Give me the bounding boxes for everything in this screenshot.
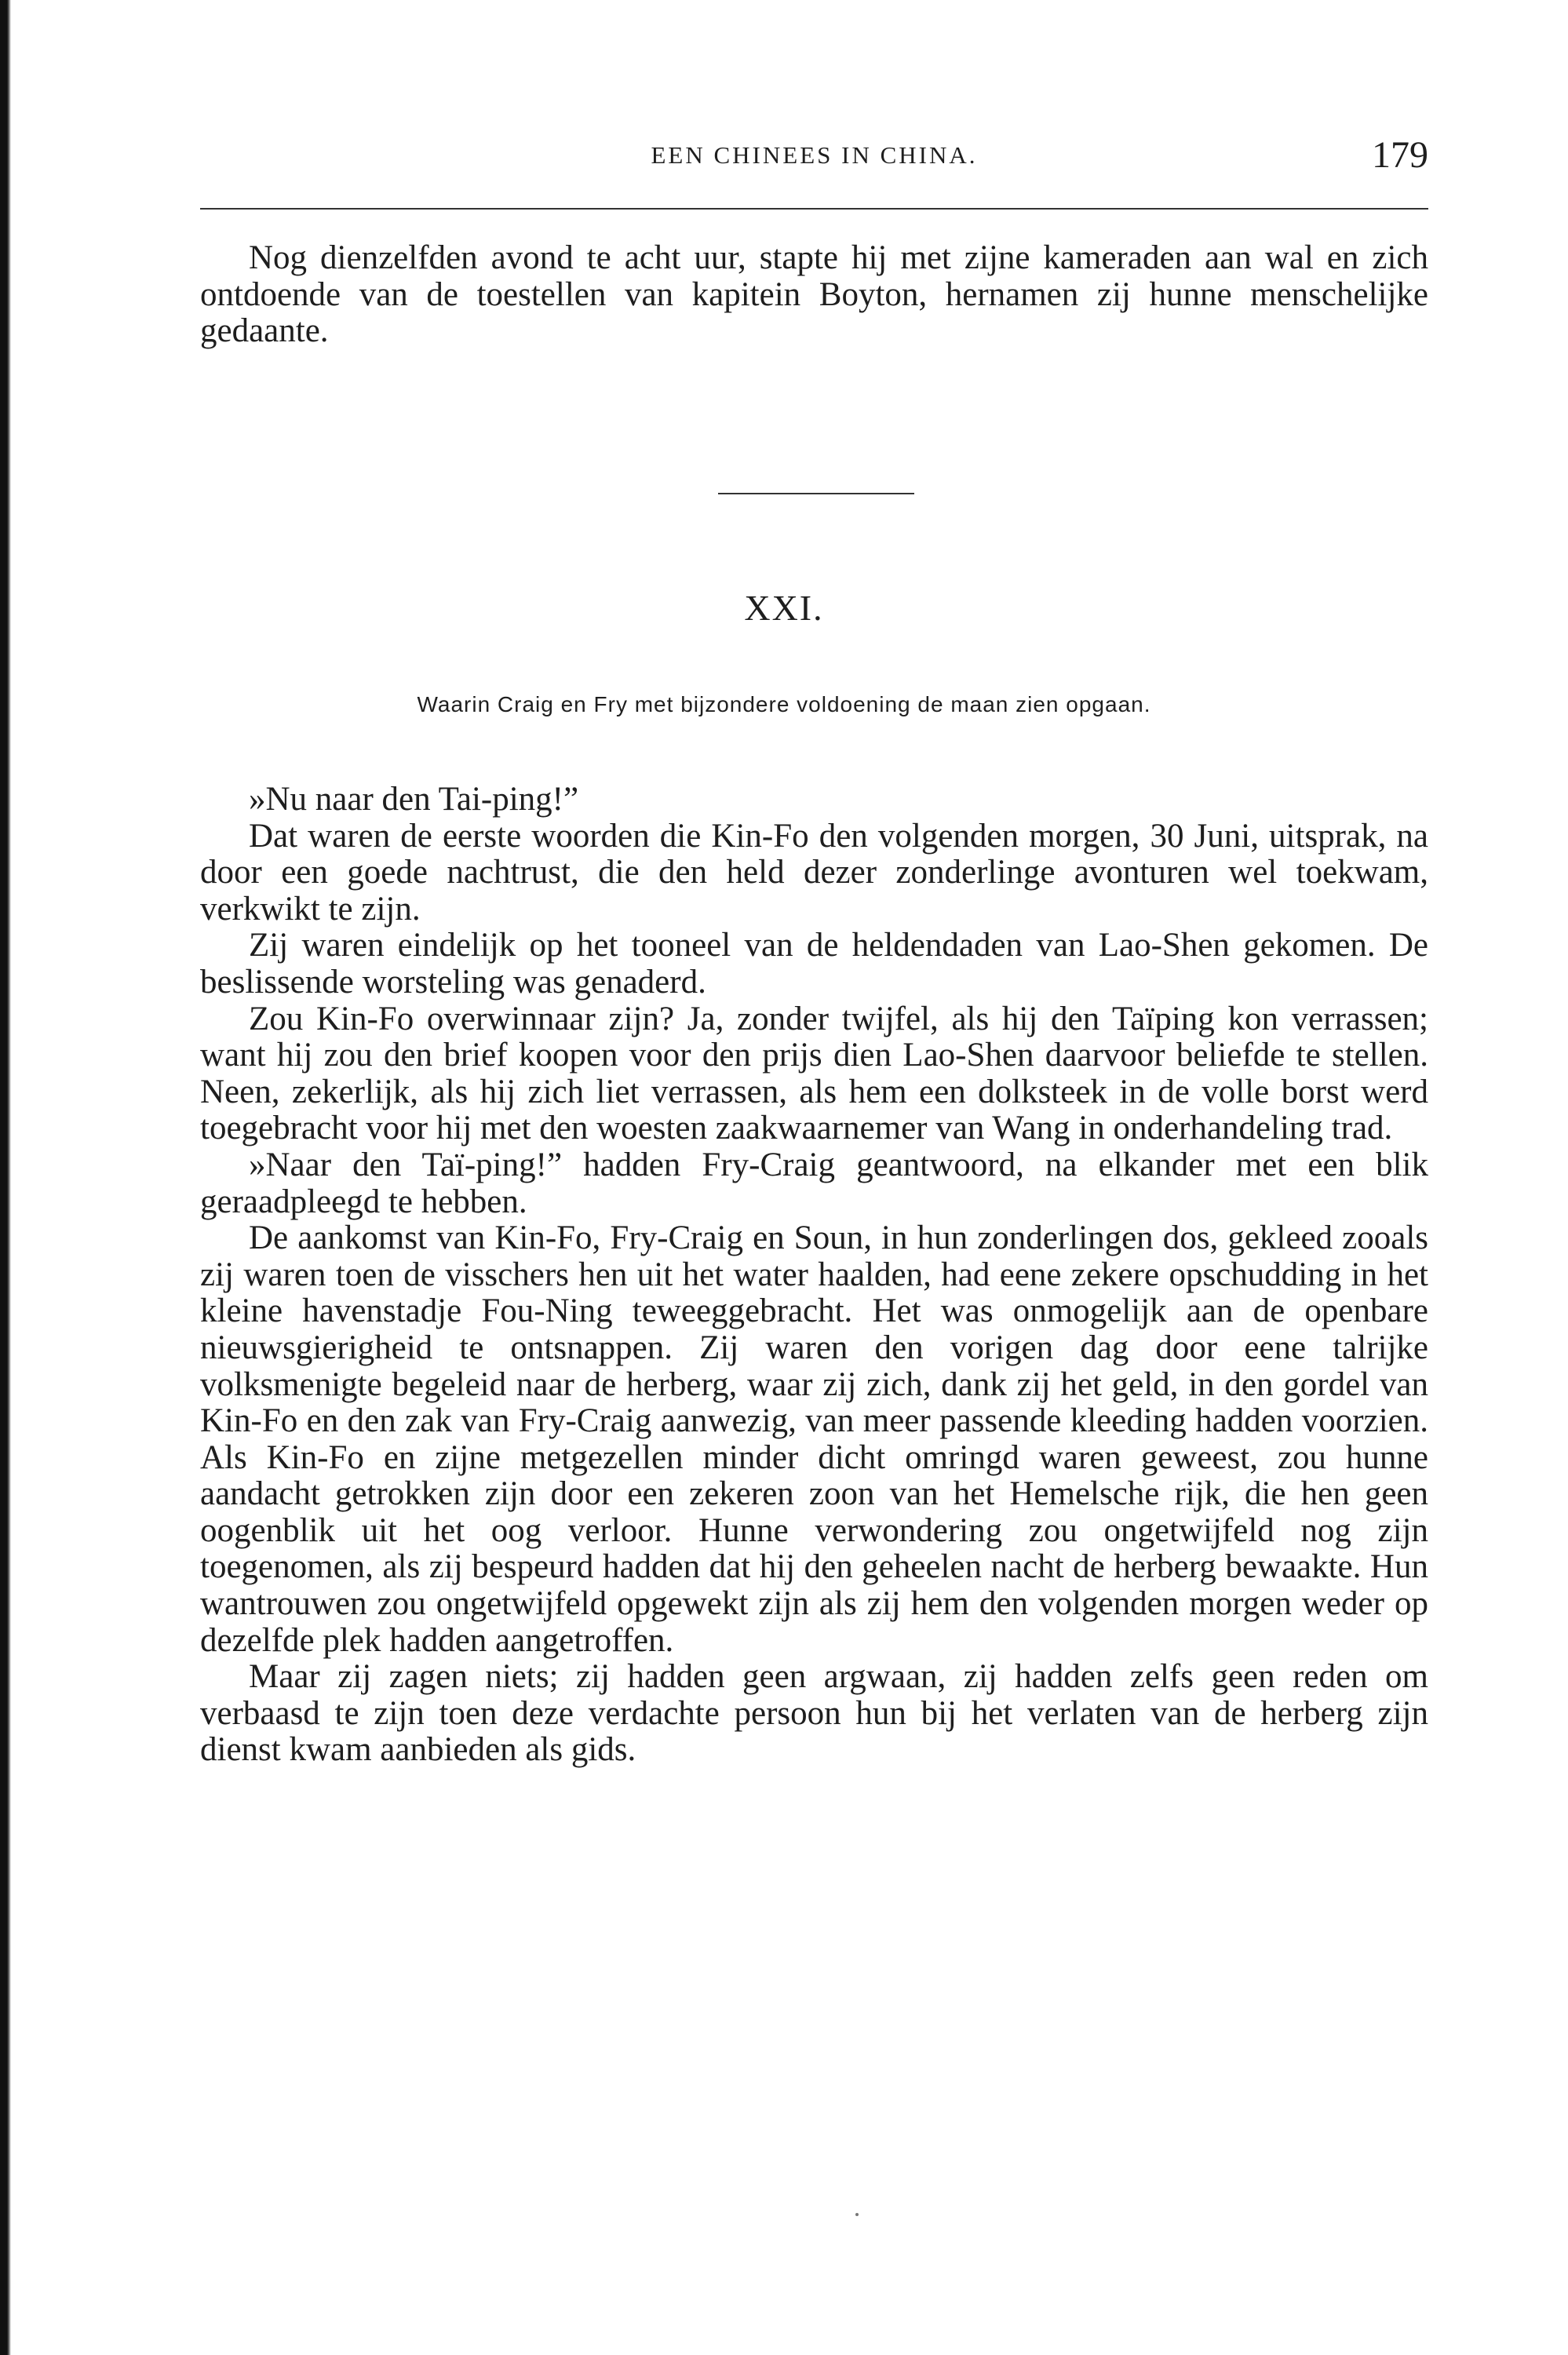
opening-text xyxy=(200,240,1428,350)
body-paragraph: Zou Kin-Fo overwinnaar zijn? Ja, zonder twijfel, als hij den Taïping kon verrassen; want hij zou den brief koopen voor den prijs dien Lao-Shen daarvoor beliefde te stellen. Neen, zekerlijk, als hij zich liet verrassen, als hem een dolksteek in de volle borst werd toegebracht voor hij met den woesten zaakwaarnemer van Wang in onderhandeling trad. xyxy=(200,1000,1428,1147)
body-paragraph: De aankomst van Kin-Fo, Fry-Craig en Soun, in hun zonderlingen dos, gekleed zooals zij waren toen de visschers hen uit het water haalden, had eene zekere opschudding in het kleine havenstadje Fou-Ning teweeggebracht. Het was onmogelijk aan de openbare nieuwsgierigheid te ontsnappen. Zij waren den vorigen dag door eene talrijke volksmenigte begeleid naar de herberg, waar zij zich, dank zij het geld, in den gordel van Kin-Fo en den zak van Fry-Craig aanwezig, van meer passende kleeding hadden voorzien. Als Kin-Fo en zijne metgezellen minder dicht omringd waren geweest, zou hunne aandacht getrokken zijn door een zekeren zoon van het Hemelsche rijk, die hen geen oogenblik uit het oog verloor. Hunne verwondering zou ongetwijfeld nog zijn toegenomen, als zij bespeurd hadden dat hij den geheelen nacht de herberg bewaakte. Hun wantrouwen zou ongetwijfeld opgewekt zijn als zij hem den volgenden morgen weder op dezelfde plek hadden aangetroffen. xyxy=(200,1219,1428,1659)
running-header xyxy=(200,133,1428,180)
chapter-subtitle: Waarin Craig en Fry met bijzondere voldoening de maan zien opgaan. xyxy=(417,692,1151,716)
opening-paragraph: Nog dienzelfden avond te acht uur, stapte hij met zijne kameraden aan wal en zich ontdoende van de toestellen van kapitein Boyton, hernamen zij hunne menschelijke gedaante. xyxy=(200,239,1428,350)
chapter-body xyxy=(200,782,1428,1769)
body-paragraph: Dat waren de eerste woorden die Kin-Fo den volgenden morgen, 30 Juni, uitsprak, na door een goede nachtrust, die den held dezer zonderlinge avonturen wel toekwam, verkwikt te zijn. xyxy=(200,817,1428,928)
running-title: EEN CHINEES IN CHINA. xyxy=(651,141,978,169)
chapter-number: XXI. xyxy=(744,588,824,628)
chapter-separator-rule xyxy=(718,493,914,494)
body-paragraph: Zij waren eindelijk op het tooneel van de heldendaden van Lao-Shen gekomen. De beslissende worsteling was genaderd. xyxy=(200,927,1428,1001)
body-paragraph: Maar zij zagen niets; zij hadden geen argwaan, zij hadden zelfs geen reden om verbaasd te zijn toen deze verdachte persoon hun bij het verlaten van de herberg zijn dienst kwam aanbieden als gids. xyxy=(200,1658,1428,1769)
page-binding-edge xyxy=(0,0,11,2355)
print-speck xyxy=(855,2213,859,2216)
page-number: 179 xyxy=(1372,134,1428,176)
body-paragraph: »Naar den Taï-ping!” hadden Fry-Craig geantwoord, na elkander met een blik geraadpleegd te hebben. xyxy=(200,1146,1428,1220)
body-paragraph: »Nu naar den Tai-ping!” xyxy=(249,781,579,818)
header-rule xyxy=(200,208,1428,210)
